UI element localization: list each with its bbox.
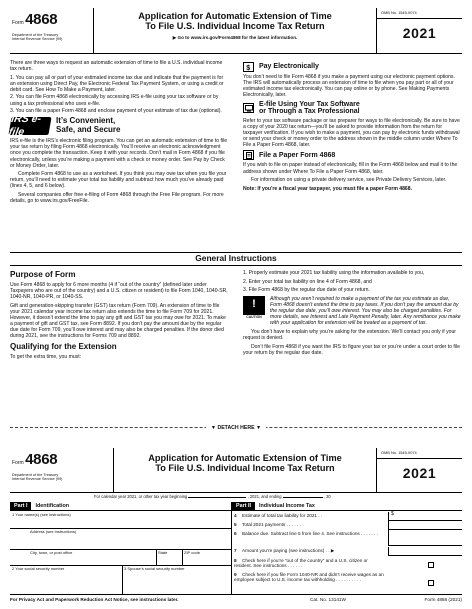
line-6: 6 Balance due. Subtract line 5 from line 4. See instructions . . . . . . . (234, 531, 379, 536)
paper-form-header (243, 150, 462, 160)
qualify-title: Qualifying for the Extension (10, 342, 117, 352)
line-7: 7 Amount you’re paying (see instructions) . . ▶ (234, 548, 335, 553)
pay-title: Pay Electronically (259, 63, 319, 71)
pay-paragraph: You don’t need to file Form 4868 if you make a payment using our electronic payment options. The IRS will automatically process an extension of time to file when you pay part or all of your estimated income tax electronically. You can pay online or by phone. See Making Payments Electronically, later. (243, 74, 455, 99)
city-field-label: City, town, or post office (30, 550, 73, 555)
way-3: 3. You can file a paper Form 4868 and enclose payment of your estimate of tax due (optional). (10, 108, 222, 115)
computer-icon (243, 103, 254, 113)
intro-text: There are three ways to request an automatic extension of time to file a U.S. individual income tax return. (10, 60, 223, 73)
voucher-year-cell (376, 448, 462, 493)
state-field-label: State (158, 550, 168, 555)
voucher-department: Department of the Treasury Internal Revenue Service (99) (12, 472, 63, 482)
voucher-tax-year: 2021 (402, 464, 437, 481)
general-instructions-band: General Instructions (10, 252, 462, 266)
way-1: 1. You can pay all or part of your estimated income tax due and indicate that the payment is for an extension using Direct Pay, the Electronic Federal Tax Payment System, or using a credit or debit card. See How To Make a Payment, later. (10, 74, 224, 93)
paper-title: File a Paper Form 4868 (259, 151, 336, 159)
dollar-icon (243, 62, 254, 72)
efile-paragraph-1: IRS e-file is the IRS’s electronic filing program. You can get an automatic extension of time to file your tax return by filing Form 4868 electronically. You’ll receive an electronic acknowledgment once you complete the transaction. Keep it with your records. Don’t mail in Form 4868 if you file electronically, unless you’re making a payment with a check or money order. See Pay by Check or Money Order, later. (10, 138, 228, 169)
qualify-column (243, 270, 462, 358)
way-2: 2. You can file Form 4868 electronically by accessing IRS e-file using your tax software or by using a tax professional who uses e-file. (10, 94, 219, 107)
paper-note: Note: If you’re a fiscal year taxpayer, you must file a paper Form 4868. (243, 185, 413, 192)
purpose-title: Purpose of Form (10, 270, 76, 279)
step-3: 3. File Form 4868 by the regular due date of your return. (243, 287, 370, 293)
voucher-title-line-2: To File U.S. Individual Income Tax Return (155, 462, 335, 473)
tax-year-end-field[interactable] (283, 497, 323, 498)
voucher-footer (10, 594, 462, 603)
address-field-label: Address (see instructions) (30, 529, 77, 534)
voucher-title-line-1: Application for Automatic Extension of Time (148, 453, 342, 463)
paper-paragraph-2: For information on using a private delivery service, see Private Delivery Services, later. (251, 177, 447, 184)
purpose-column (10, 270, 228, 362)
svg-text:$: $ (246, 64, 251, 71)
part-1-identification (10, 502, 232, 594)
name-field[interactable] (10, 512, 231, 528)
footer-form-id: Form 4868 (2021) (424, 597, 462, 602)
ssn-field-label: 2 Your social security number (12, 566, 65, 571)
step-1: 1. Properly estimate your 2021 tax liability using the information available to you, (243, 270, 425, 276)
caution-icon: ! (243, 296, 265, 315)
form-id-cell (10, 8, 94, 54)
right-column (243, 60, 462, 194)
ssn-field[interactable] (10, 566, 122, 593)
line-4-amount[interactable]: $ (388, 512, 462, 521)
year-cell (376, 8, 462, 54)
software-title-1: E-file Using Your Tax Software (259, 100, 360, 108)
efile-paragraph-2: Complete Form 4868 to use as a worksheet. If you think you may owe tax when you file your return, you’ll need to estimate your total tax liability and subtract how much you’ve already paid (lines 4, 5, and 6 below). (10, 171, 227, 190)
software-paragraph: Refer to your tax software package or tax preparer for ways to file electronically. Be sure to have a copy of your 2020 tax return—you’ll be asked to provide information from the return for taxpayer verification. If you wish to make a payment, you can pay by electronic funds withdrawal or send your check or money order to the address shown in the middle column under Where To File a Paper Form 4868, later. (243, 117, 460, 148)
omb-number: OMB No. 1545-0074 (377, 8, 462, 19)
voucher-form-word: Form (12, 460, 24, 466)
document-icon (243, 150, 254, 160)
voucher-title (114, 448, 376, 474)
department: Department of the Treasury Internal Revenue Service (99) (12, 32, 63, 42)
voucher-form-number: 4868 (25, 451, 58, 468)
spouse-ssn-field-label: 3 Spouse’s social security number (124, 566, 185, 571)
line-5-amount[interactable] (388, 521, 462, 530)
efile-paragraph-3: Several companies offer free e-filing of Form 4868 through the Free File program. For more details, go to www.irs.gov/FreeFile. (10, 191, 224, 205)
zip-field-label: ZIP code (184, 550, 200, 555)
form-word: Form (12, 20, 24, 26)
city-field[interactable] (10, 550, 156, 564)
title-line-2: To File U.S. Individual Income Tax Return (145, 20, 325, 31)
nonresident-checkbox[interactable] (428, 580, 434, 586)
part-1-header: Part I Identification (10, 502, 231, 511)
gst-paragraph: Gift and generation-skipping transfer (GST) tax return (Form 709). An extension of time to file your 2021 calendar year income tax return also extends the time to file Form 709 for 2021. However, it doesn’t extend the time to pay any gift and GST tax you may owe for 2021. To make a payment of gift and GST tax, see Form 8892. If you don’t pay the amount due by the regular due date for Form 709, you’ll owe interest and may also be charged penalties. If the donor died during 2021, see the instructions for Forms 709 and 8892. (10, 302, 226, 340)
out-of-country-checkbox[interactable] (428, 562, 434, 568)
explain-paragraph: You don’t have to explain why you’re asking for the extension. We’ll contact you only if your request is denied. (243, 329, 457, 342)
caution-block (243, 296, 462, 327)
address-field[interactable] (10, 529, 231, 549)
line-8: 8 Check here if you’re “out of the country” and a U.S. citizen or resident. See instructions . . . . . . (234, 558, 368, 569)
part-2-header: Part II Individual Income Tax (232, 502, 462, 511)
tax-year: 2021 (402, 24, 437, 41)
line-5: 5 Total 2021 payments . . . . . . (234, 522, 301, 527)
dont-file-paragraph: Don’t file Form 4868 if you want the IRS to figure your tax or you’re under a court order to file your return by the regular due date. (243, 343, 460, 356)
irs-efile-logo: IRS e-file (8, 117, 51, 135)
tax-year-begin-field[interactable] (188, 497, 246, 498)
voucher-omb-number: OMB No. 1545-0074 (377, 448, 462, 459)
goto-link[interactable]: ▶ Go to www.irs.gov/Form4868 for the latest information. (172, 34, 298, 40)
voucher-header (10, 448, 462, 493)
paper-paragraph-1: If you wish to file on paper instead of electronically, fill in the Form 4868 below and mail it to the address shown under Where To File a Paper Form 4868, later. (243, 162, 458, 175)
qualify-paragraph: To get the extra time, you must: (10, 353, 82, 360)
name-field-label: 1 Your name(s) (see instructions) (12, 512, 71, 517)
efile-title-1: It’s Convenient, (56, 116, 116, 126)
efile-section-header (7, 113, 228, 139)
step-2: 2. Enter your total tax liability on line 4 of Form 4868, and (243, 278, 372, 285)
caution-label: CAUTION (246, 314, 262, 319)
left-column (7, 60, 228, 207)
spouse-ssn-field[interactable] (123, 566, 231, 593)
pay-electronically-header (243, 62, 462, 72)
line-7-amount[interactable] (388, 547, 462, 556)
calendar-year-line: For calendar year 2021, or other tax year beginning , 2021, and ending , 20 (94, 494, 331, 499)
zip-field[interactable] (183, 550, 231, 564)
caution-text: Although you aren’t required to make a payment of the tax you estimate as due, Form 4868 doesn’t extend the time to pay taxes. If you don’t pay the amount due by the regular due date, you’ll owe interest. You may also be charged penalties. For more details, see Interest and Late Payment Penalty, later. Any remittance you make with your application for extension will be treated as a payment of tax. (270, 295, 461, 326)
privacy-notice: For Privacy Act and Paperwork Reduction Act Notice, see instructions later. (10, 597, 179, 602)
form-header (10, 8, 462, 54)
line-6-amount[interactable] (388, 530, 462, 546)
part-2-income-tax (232, 502, 462, 594)
software-title-2: or Through a Tax Professional (259, 108, 360, 116)
detach-here: ▼ DETACH HERE ▼ (0, 425, 472, 431)
form-number: 4868 (25, 11, 58, 28)
line-9: 9 Check here if you file Form 1040-NR and didn’t receive wages as an employee subject to U.S. income tax withholding . . . . . . . . . . (234, 572, 384, 583)
line-4: 4 Estimate of total tax liability for 2021 . . (234, 513, 323, 518)
form-title (94, 8, 376, 40)
tax-software-header (243, 101, 462, 116)
voucher-form-id-cell (10, 448, 114, 493)
purpose-paragraph: Use Form 4868 to apply for 6 more months (4 if “out of the country” (defined later under Taxpayers who are out of the country) and a U.S. citizen or resident) to file Form 1040, 1040-SR, 1040-NR, 1040-PR, or 1040-SS. (10, 281, 228, 301)
efile-title-2: Safe, and Secure (56, 125, 121, 135)
state-field[interactable] (157, 550, 182, 564)
catalog-number: Cat. No. 13141W (310, 597, 346, 602)
title-line-1: Application for Automatic Extension of Time (138, 11, 332, 21)
